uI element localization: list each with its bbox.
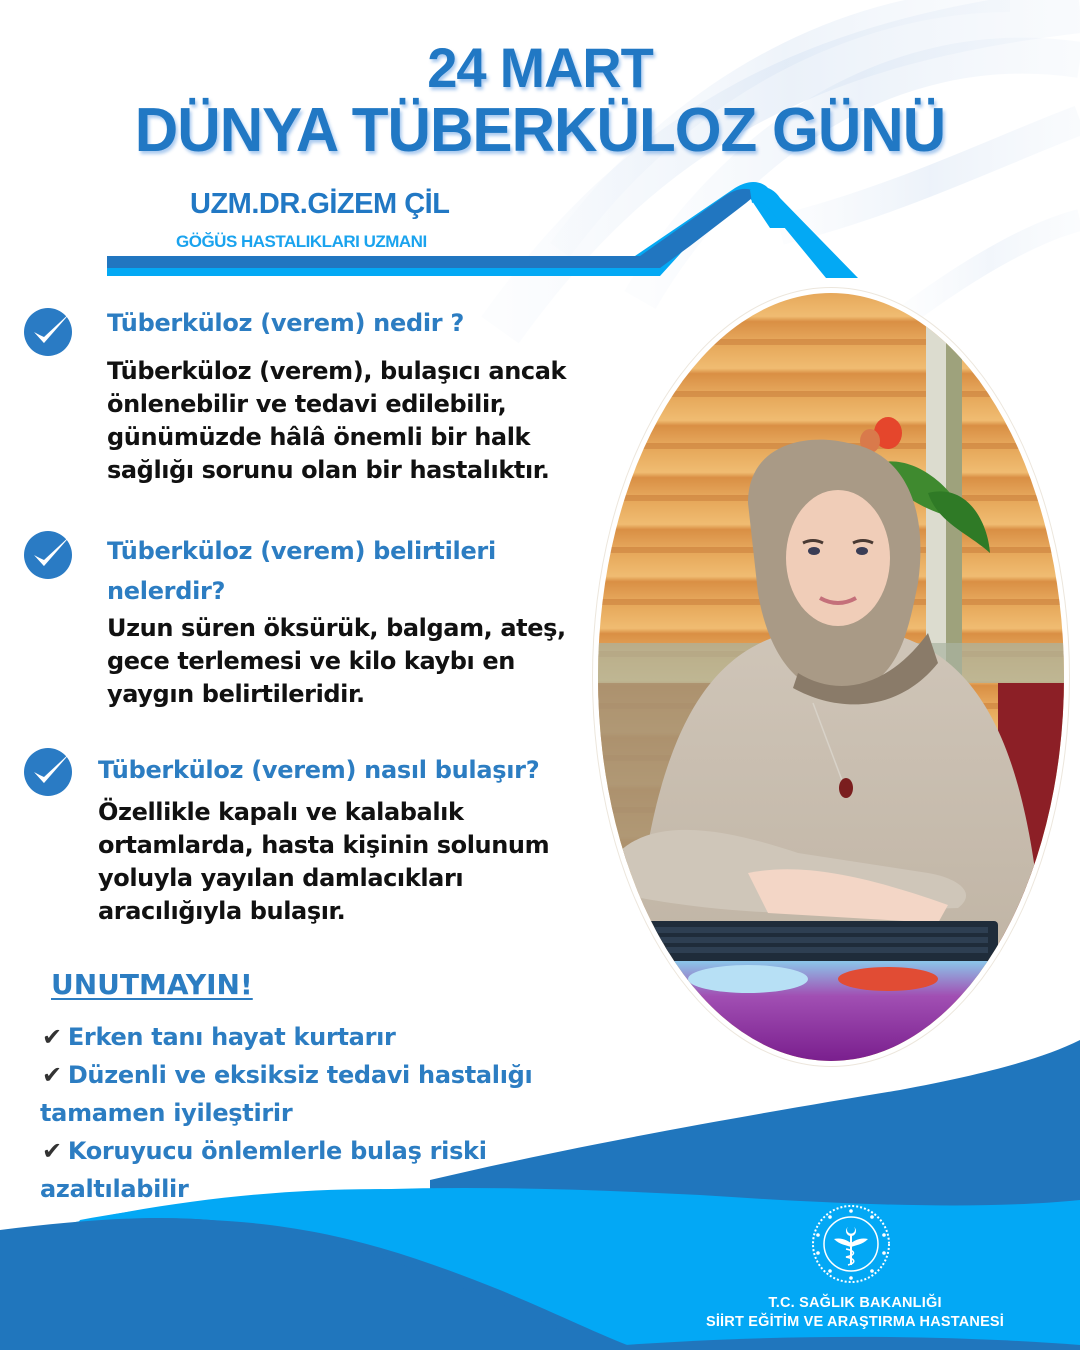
doctor-photo <box>598 293 1064 1061</box>
title-event: DÜNYA TÜBERKÜLOZ GÜNÜ <box>134 96 946 165</box>
tip-item: ✔ Koruyucu önlemlerle bulaş riski azaltılabilir <box>40 1137 487 1203</box>
qa-answer: Uzun süren öksürük, balgam, ateş, gece terlemesi ve kilo kaybı en yaygın belirtileridir. <box>107 614 566 708</box>
page-title <box>0 38 1080 164</box>
tip-item: ✔ Erken tanı hayat kurtarır <box>42 1023 396 1051</box>
tips-list <box>40 1018 600 1208</box>
check-circle-icon <box>22 528 74 580</box>
check-circle-icon <box>22 745 74 797</box>
doctor-name: UZM.DR.GİZEM ÇİL <box>190 188 450 220</box>
check-circle-icon <box>22 305 74 357</box>
hospital-name: SİİRT EĞİTİM VE ARAŞTIRMA HASTANESİ <box>705 1314 1005 1330</box>
check-mark-icon: ✔ <box>42 1061 62 1089</box>
tip-item: ✔ Düzenli ve eksiksiz tedavi hastalığı tamamen iyileştirir <box>40 1061 533 1127</box>
remember-heading: UNUTMAYIN! <box>51 968 253 1001</box>
check-mark-icon: ✔ <box>42 1023 62 1051</box>
qa-question: Tüberküloz (verem) nedir ? <box>107 309 464 337</box>
qa-answer: Özellikle kapalı ve kalabalık ortamlarda, hasta kişinin solunum yoluyla yayılan damlacıkları aracılığıyla bulaşır. <box>98 798 550 925</box>
qa-question: Tüberküloz (verem) belirtileri nelerdir? <box>107 537 496 605</box>
ministry-name: T.C. SAĞLIK BAKANLIĞI <box>768 1295 942 1311</box>
qa-answer: Tüberküloz (verem), bulaşıcı ancak önlenebilir ve tedavi edilebilir, günümüzde hâlâ önemli bir halk sağlığı sorunu olan bir hastalıktır. <box>107 357 567 484</box>
qa-question: Tüberküloz (verem) nasıl bulaşır? <box>98 756 540 784</box>
footer-institution <box>690 1294 1020 1332</box>
ministry-emblem-icon <box>810 1203 892 1285</box>
doctor-specialty: GÖĞÜS HASTALIKLARI UZMANI <box>176 232 427 251</box>
check-mark-icon: ✔ <box>42 1137 62 1165</box>
title-date: 24 MART <box>427 36 653 99</box>
